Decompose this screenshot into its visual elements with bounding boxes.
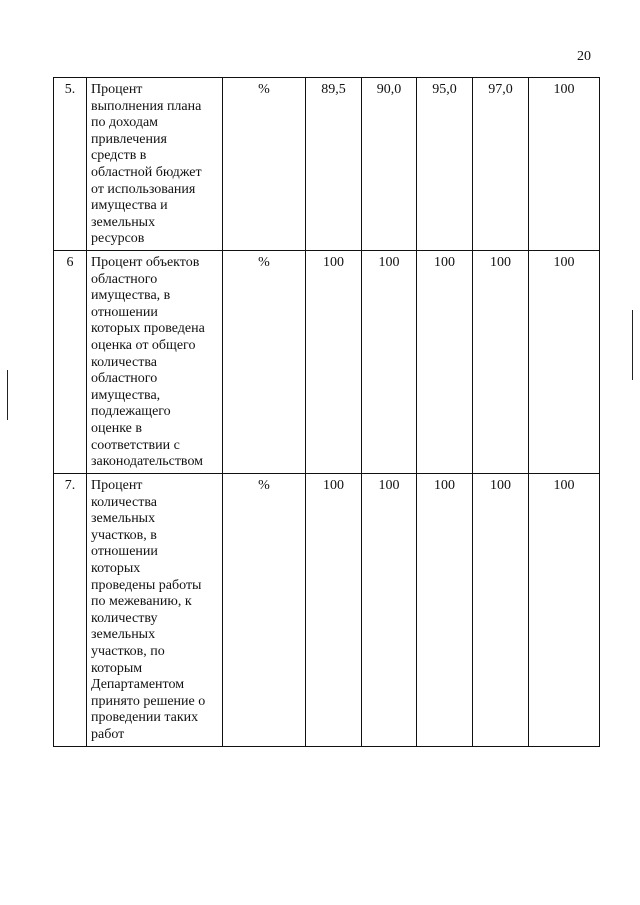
indicator-name-line: областной бюджет	[91, 164, 202, 180]
indicator-name-line: имущества, в	[91, 288, 171, 304]
value-cell: 100	[417, 251, 473, 474]
indicator-name-line: количества	[91, 354, 157, 370]
indicator-name-line: которым	[91, 660, 143, 676]
table-row	[54, 78, 600, 251]
value-cell: 100	[362, 251, 417, 474]
indicator-name	[87, 251, 223, 474]
indicator-name	[87, 474, 223, 747]
value-cell: 100	[529, 78, 600, 251]
row-number: 7.	[54, 474, 87, 747]
indicator-name-line: по межеванию, к	[91, 594, 192, 610]
indicator-name-line: Процент	[91, 478, 143, 493]
indicator-name-line: имущества и	[91, 198, 168, 214]
indicators-table	[53, 77, 600, 747]
indicator-name-line: привлечения	[91, 131, 167, 147]
indicator-name-line: земельных	[91, 214, 156, 230]
row-number: 6	[54, 251, 87, 474]
scan-artifact-left	[7, 370, 8, 420]
indicator-name-line: областного	[91, 271, 158, 287]
indicator-name-line: от использования	[91, 181, 196, 197]
indicator-name-line: Департаментом	[91, 677, 185, 693]
indicator-name-line: по доходам	[91, 115, 159, 131]
indicator-name-line: имущества,	[91, 387, 161, 403]
indicator-name-line: Процент объектов	[91, 255, 200, 270]
indicator-name-line: соответствии с	[91, 437, 180, 453]
indicator-name-line: проведены работы	[91, 577, 202, 593]
scan-artifact-right	[632, 310, 633, 380]
indicator-name-line: принято решение о	[91, 693, 206, 709]
value-cell: 95,0	[417, 78, 473, 251]
value-cell: 100	[306, 474, 362, 747]
indicator-name-line: подлежащего	[91, 404, 171, 420]
row-number: 5.	[54, 78, 87, 251]
indicator-name-line: которых проведена	[91, 321, 205, 337]
unit-cell: %	[223, 474, 306, 747]
value-cell: 100	[417, 474, 473, 747]
unit-cell: %	[223, 78, 306, 251]
indicator-name-line: проведении таких	[91, 710, 199, 726]
indicator-name-line: которых	[91, 560, 141, 576]
indicator-name-line: участков, по	[91, 643, 165, 659]
value-cell: 100	[306, 251, 362, 474]
value-cell: 100	[529, 474, 600, 747]
value-cell: 100	[529, 251, 600, 474]
indicator-name-line: оценка от общего	[91, 337, 196, 353]
value-cell: 100	[473, 251, 529, 474]
indicator-name-line: областного	[91, 371, 158, 387]
indicator-name-line: законодательством	[91, 454, 204, 470]
indicator-name-line: участков, в	[91, 527, 157, 543]
indicator-name-line: количеству	[91, 610, 158, 626]
unit-cell: %	[223, 251, 306, 474]
indicator-name-line: отношении	[91, 304, 158, 320]
value-cell: 100	[362, 474, 417, 747]
indicator-name-line: Процент	[91, 82, 143, 97]
indicator-name-line: количества	[91, 494, 157, 510]
table-row	[54, 474, 600, 747]
value-cell: 97,0	[473, 78, 529, 251]
indicator-name-line: работ	[91, 726, 125, 742]
table-row	[54, 251, 600, 474]
value-cell: 100	[473, 474, 529, 747]
value-cell: 89,5	[306, 78, 362, 251]
page-number: 20	[577, 49, 591, 64]
value-cell: 90,0	[362, 78, 417, 251]
indicator-name-line: выполнения плана	[91, 98, 202, 114]
indicator-name-line: оценке в	[91, 420, 142, 436]
indicator-name-line: средств в	[91, 148, 147, 164]
indicator-name	[87, 78, 223, 251]
indicator-name-line: отношении	[91, 544, 158, 560]
indicator-name-line: земельных	[91, 627, 156, 643]
indicator-name-line: ресурсов	[91, 231, 145, 247]
indicator-name-line: земельных	[91, 511, 156, 527]
